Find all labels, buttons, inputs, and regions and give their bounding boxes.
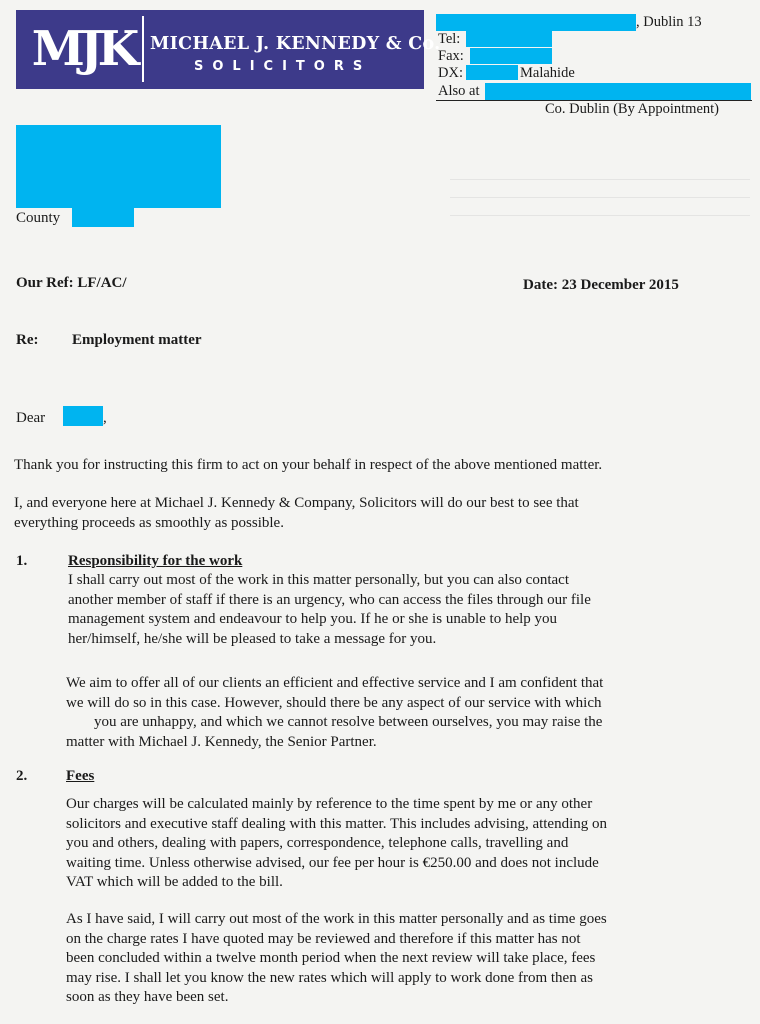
- section-2-number: 2.: [16, 768, 28, 784]
- text-line: Our charges will be calculated mainly by reference to the time spent by me or any other: [66, 796, 593, 812]
- our-reference: Our Ref: LF/AC/: [16, 275, 127, 291]
- section-1-heading: Responsibility for the work: [68, 553, 243, 569]
- salutation-dear: Dear: [16, 410, 46, 426]
- letter-date: Date: 23 December 2015: [523, 277, 679, 293]
- redaction-street: [436, 14, 636, 31]
- salutation-comma: ,: [103, 410, 107, 426]
- text-line: on the charge rates I have quoted may be reviewed and therefore if this matter has not: [66, 930, 581, 947]
- logo-firm-name: MICHAEL J. KENNEDY & Co.: [150, 34, 441, 54]
- logo-monogram: MJK: [24, 16, 144, 82]
- re-label: Re:: [16, 332, 39, 348]
- text-line: soon as they have been set.: [66, 989, 229, 1006]
- redaction-addressee: [63, 406, 103, 426]
- redaction-also-at: [485, 83, 751, 100]
- text-line: you and others, dealing with papers, correspondence, telephone calls, travelling and: [66, 835, 569, 852]
- text-line: another member of staff if there is an urgency, who can access the files through our file: [68, 591, 591, 608]
- contact-dx-label: DX:: [438, 65, 463, 81]
- redaction-fax: [470, 48, 552, 64]
- intro-paragraph-2: [14, 494, 579, 533]
- redaction-dx: [466, 65, 518, 80]
- text-line: solicitors and executive staff dealing with this matter. This includes advising, attending on: [66, 815, 608, 832]
- text-line: we will do so in this case. However, should there be any aspect of our service with which: [66, 694, 602, 711]
- address-county-label: County: [16, 210, 61, 226]
- text-line: management system and endeavour to help you. If he or she is unable to help you: [68, 611, 558, 628]
- section-1-number: 1.: [16, 553, 28, 569]
- section-2-heading: Fees: [66, 768, 95, 784]
- section-2-paragraph-2: [66, 910, 607, 1008]
- redaction-recipient-address: [16, 125, 221, 208]
- text-line: been concluded within a twelve month period when the next review will take place, fees: [66, 950, 596, 967]
- text-line: her/himself, he/she will be pleased to take a message for you.: [68, 630, 437, 647]
- text-line: I shall carry out most of the work in this matter personally, but you can also contact: [68, 572, 569, 588]
- section-1-paragraph-1: [68, 571, 591, 649]
- text-line: We aim to offer all of our clients an efficient and effective service and I am confident that: [66, 675, 604, 691]
- contact-tel-label: Tel:: [438, 31, 461, 47]
- text-line: waiting time. Unless otherwise advised, our fee per hour is €250.00 and does not include: [66, 854, 599, 871]
- logo-tagline: SOLICITORS: [194, 59, 372, 74]
- text-line: I, and everyone here at Michael J. Kennedy & Company, Solicitors will do our best to see that: [14, 495, 579, 511]
- contact-city: , Dublin 13: [636, 14, 702, 30]
- text-line: VAT which will be added to the bill.: [66, 874, 283, 891]
- firm-logo: [16, 10, 441, 89]
- section-2-paragraph-1: [66, 795, 607, 893]
- section-1-paragraph-2: [66, 674, 603, 752]
- intro-paragraph-1: Thank you for instructing this firm to act on your behalf in respect of the above mentioned matter.: [14, 457, 603, 473]
- contact-also-at-label: Also at: [438, 83, 480, 99]
- contact-also-at-place: Co. Dublin (By Appointment): [545, 101, 719, 117]
- contact-dx-place: Malahide: [520, 65, 575, 81]
- text-line: everything proceeds as smoothly as possible.: [14, 514, 284, 531]
- redaction-county: [72, 207, 134, 227]
- contact-fax-label: Fax:: [438, 48, 464, 64]
- text-line: may rise. I shall let you know the new rates which will apply to work done from then as: [66, 969, 593, 986]
- re-subject: Employment matter: [72, 332, 202, 348]
- text-line: matter with Michael J. Kennedy, the Senior Partner.: [66, 733, 377, 750]
- redaction-tel: [466, 31, 552, 47]
- show-through-text: [450, 170, 750, 240]
- text-line: you are unhappy, and which we cannot resolve between ourselves, you may raise the: [94, 714, 603, 731]
- text-line: As I have said, I will carry out most of the work in this matter personally and as time goes: [66, 911, 607, 927]
